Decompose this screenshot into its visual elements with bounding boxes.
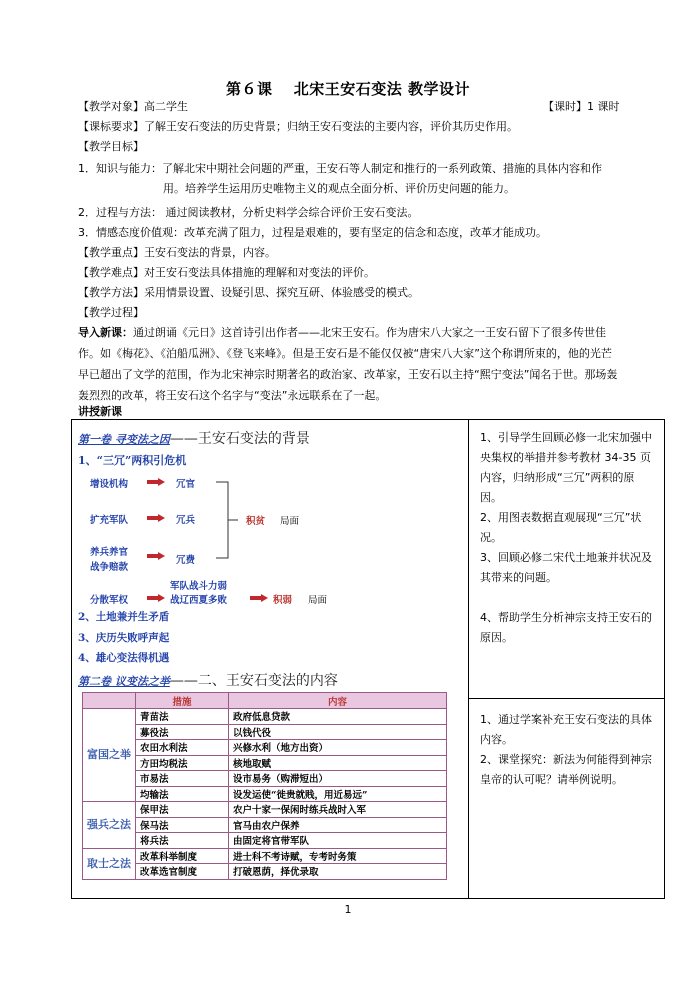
- table-row: [83, 724, 447, 740]
- goals-title: 【教学目标】: [78, 140, 144, 153]
- red-arrow-icon: [147, 478, 165, 486]
- measure-cell: 均输法: [136, 786, 229, 802]
- table-row: [83, 755, 447, 771]
- red-arrow-icon: [250, 594, 268, 602]
- column-divider: [468, 420, 469, 898]
- teaching-method: 【教学方法】采用情景设置、设疑引思、探究互研、体验感受的模式。: [78, 286, 419, 299]
- section1-suffix: ——王安石变法的背景: [169, 431, 310, 447]
- difficulty: 【教学难点】对王安石变法具体措施的理解和对变法的评价。: [78, 266, 375, 279]
- point-2: 2、土地兼并生矛盾: [78, 611, 170, 623]
- chart-heading: 1、“三冗”两积引危机: [78, 454, 187, 467]
- section2-heading: [78, 670, 338, 690]
- goal-2: 2．过程与方法： 通过阅读教材，分析史料学会综合评价王安石变法。: [78, 206, 419, 219]
- section1-tag: 第一卷 寻变法之因: [78, 433, 170, 446]
- result-1: 冗官: [176, 479, 196, 490]
- table-row: [83, 848, 447, 864]
- measure-cell: 将兵法: [136, 833, 229, 849]
- weak-label: 积弱: [273, 595, 293, 606]
- lose-war-label: 战辽西夏多败: [170, 595, 228, 606]
- measure-cell: 保马法: [136, 817, 229, 833]
- teaching-notes-top: 1、引导学生回顾必修一北宋加强中央集权的举措并参考教材 34-35 页内容，归纳形成“三冗”两积的原因。 2、用图表数据直观展现“三冗”状况。 3、回顾必修二宋代土地兼并状况及其带来的问题。 4、帮助学生分析神宗支持王安石的原因。: [480, 431, 652, 644]
- point-4: 4、雄心变法得机遇: [78, 652, 170, 664]
- content-cell: 兴修水利（地方出资）: [229, 740, 447, 756]
- point-3: 3、庆历失败呼声起: [78, 632, 170, 644]
- section2-suffix: ——二、王安石变法的内容: [169, 673, 338, 689]
- page-number: 1: [344, 903, 352, 916]
- cause-2: 扩充军队: [90, 515, 129, 526]
- lesson-table: [71, 419, 665, 899]
- content-cell: 设发运使“徙贵就贱，用近易远”: [229, 786, 447, 802]
- content-cell: 打破恩荫，择优录取: [229, 864, 447, 880]
- measure-cell: 募役法: [136, 724, 229, 740]
- measure-cell: 方田均税法: [136, 755, 229, 771]
- content-cell: 设市易务（购滞短出）: [229, 771, 447, 787]
- bracket-connector: [216, 478, 238, 562]
- measure-cell: 改革选官制度: [136, 864, 229, 880]
- teaching-object: 【教学对象】高二学生: [78, 100, 188, 113]
- red-arrow-icon: [147, 594, 165, 602]
- measure-cell: 市易法: [136, 771, 229, 787]
- table-row: [83, 771, 447, 787]
- header-measure: 措施: [136, 693, 229, 709]
- measure-cell: 改革科举制度: [136, 848, 229, 864]
- lesson-hours: 【课时】1 课时: [543, 100, 620, 113]
- table-row: [83, 833, 447, 849]
- category-exam: 取士之法: [83, 848, 136, 879]
- content-cell: 由固定将官带军队: [229, 833, 447, 849]
- intro-paragraph: [78, 322, 618, 406]
- table-row: [83, 802, 447, 818]
- situation2-label: 局面: [308, 595, 328, 606]
- table-row: [83, 786, 447, 802]
- row-divider: [468, 698, 664, 699]
- teaching-process: 【教学过程】: [78, 306, 144, 319]
- cause-3: 养兵养官: [90, 547, 129, 558]
- category-rich: 富国之举: [83, 709, 136, 802]
- cause-4: 战争赔款: [90, 562, 129, 573]
- curriculum-requirement: 【课标要求】了解王安石变法的历史背景；归纳王安石变法的主要内容，评价其历史作用。: [78, 120, 518, 133]
- table-row: [83, 709, 447, 725]
- intro-text: 通过朗诵《元日》这首诗引出作者——北宋王安石。作为唐宋八大家之一王安石留下了很多传世佳作。如《梅花》、《泊船瓜洲》、《登飞来峰》。但是王安石是不能仅仅被“唐宋八大家”这个称谓所束的，他的光芒早已超出了文学的范围，作为北宋神宗时期著名的政治家、改革家，王安石以主持“熙宁变法”闻名于世。那场轰轰烈烈的改革，将王安石这个名字与“变法”永远联系在了一起。: [78, 326, 618, 402]
- measure-cell: 农田水利法: [136, 740, 229, 756]
- goal-3: 3．情感态度价值观：改革充满了阻力，过程是艰难的，要有坚定的信念和态度，改革才能成功。: [78, 226, 547, 239]
- section1-heading: [78, 428, 310, 448]
- content-cell: 农户十家一保闲时练兵战时入军: [229, 802, 447, 818]
- content-cell: 官马由农户保养: [229, 817, 447, 833]
- red-arrow-icon: [147, 552, 165, 560]
- army-weak-label: 军队战斗力弱: [170, 581, 228, 592]
- measure-cell: 保甲法: [136, 802, 229, 818]
- situation-label: 局面: [280, 516, 300, 527]
- reform-table: [82, 692, 447, 880]
- red-arrow-icon: [147, 514, 165, 522]
- measure-cell: 青苗法: [136, 709, 229, 725]
- content-cell: 核地取赋: [229, 755, 447, 771]
- goal-1a: 1．知识与能力：了解北宋中期社会问题的严重，王安石等人制定和推行的一系列政策、措施的具体内容和作: [78, 162, 602, 175]
- teaching-notes-bottom: 1、通过学案补充王安石变法的具体内容。 2、课堂探究：新法为何能得到神宗皇帝的认可呢？请举例说明。: [480, 713, 652, 786]
- table-row: [83, 817, 447, 833]
- table-row: [83, 864, 447, 880]
- content-cell: 以钱代役: [229, 724, 447, 740]
- reform-table-header: [83, 693, 447, 709]
- content-cell: 进士科不考诗赋，专考时务策: [229, 848, 447, 864]
- intro-label: 导入新课：: [78, 326, 133, 339]
- header-blank: [83, 693, 136, 709]
- header-content: 内容: [229, 693, 447, 709]
- key-point: 【教学重点】王安石变法的背景，内容。: [78, 246, 276, 259]
- cause-1: 增设机构: [90, 479, 129, 490]
- content-cell: 政府低息贷款: [229, 709, 447, 725]
- result-3: 冗费: [176, 555, 196, 566]
- cause-5: 分散军权: [90, 595, 129, 606]
- new-lesson-label: 讲授新课: [78, 405, 122, 418]
- poor-label: 积贫: [246, 516, 266, 527]
- category-army: 强兵之法: [83, 802, 136, 849]
- table-row: [83, 740, 447, 756]
- goal-1b: 用。培养学生运用历史唯物主义的观点全面分析、评价历史问题的能力。: [163, 182, 515, 195]
- result-2: 冗兵: [176, 515, 196, 526]
- section2-tag: 第二卷 议变法之举: [78, 675, 170, 688]
- page-title: 第６课 北宋王安石变法 教学设计: [226, 80, 470, 98]
